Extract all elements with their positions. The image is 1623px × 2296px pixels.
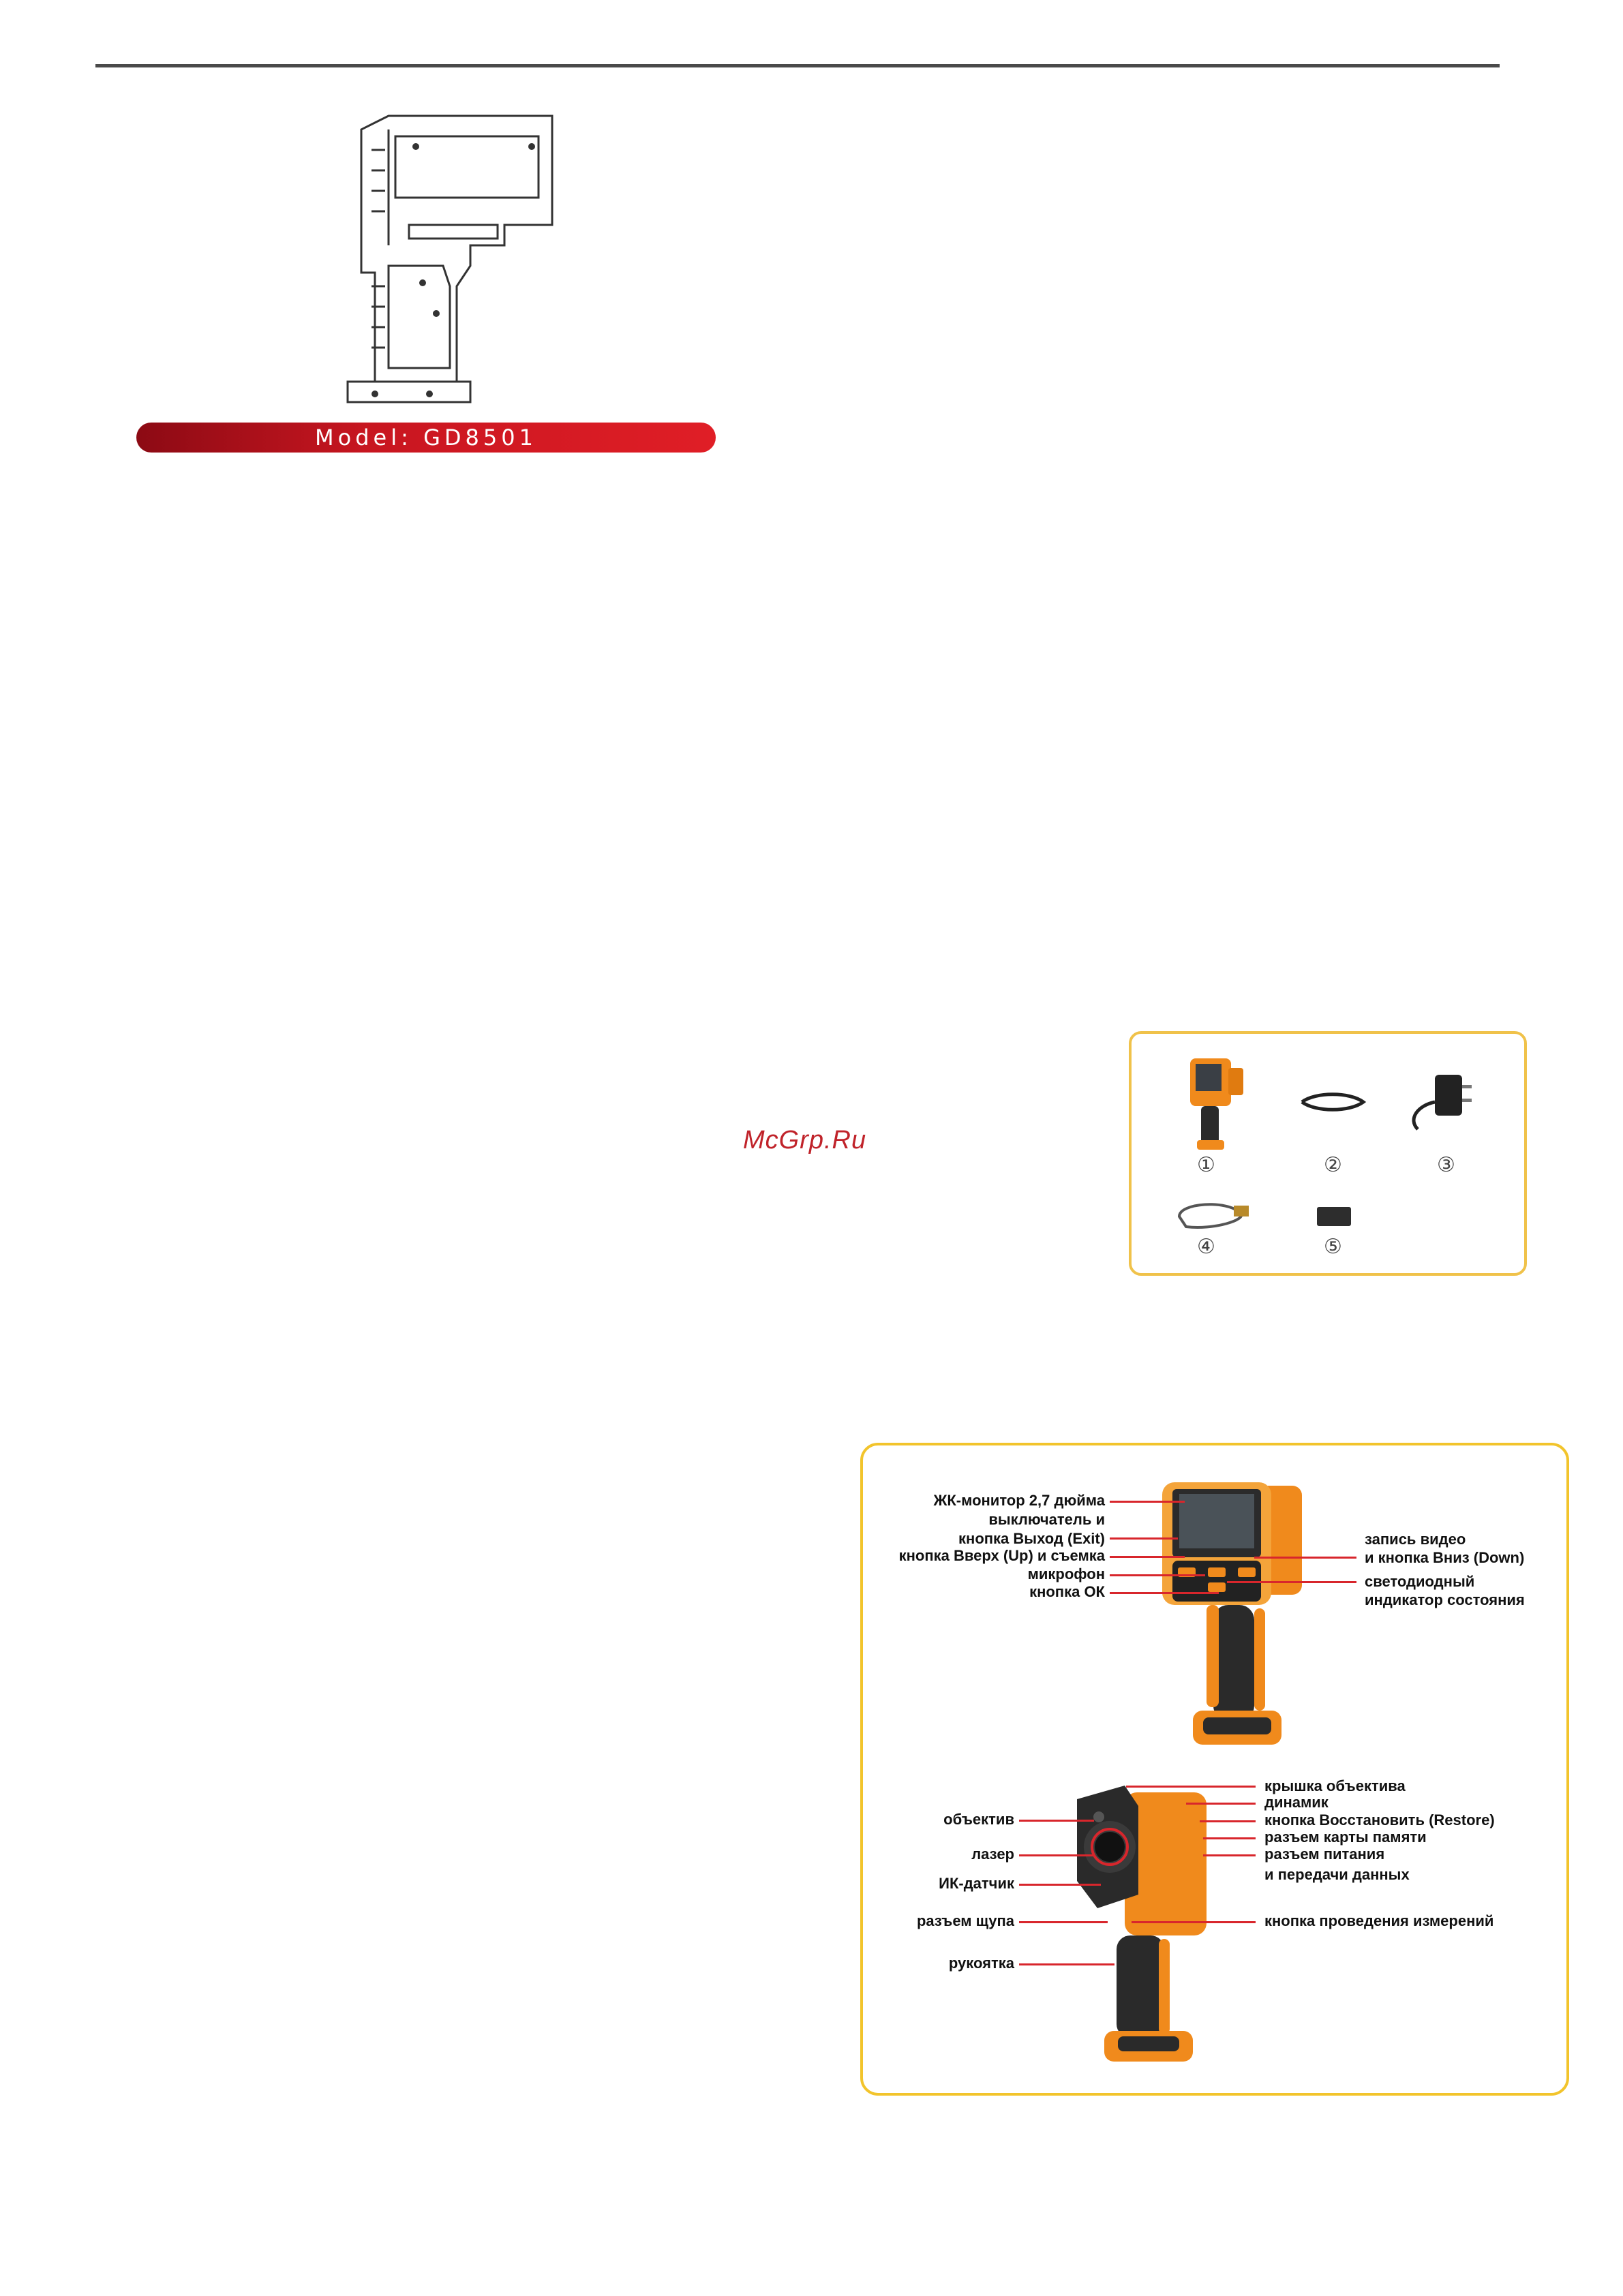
watermark: McGrp.Ru [743,1126,867,1154]
label-probe-socket: разъем щупа [916,1912,1014,1929]
kit-contents-box [1129,1031,1527,1276]
label-up-button: кнопка Вверх (Up) и съемка [898,1547,1105,1564]
label-status-indicator: индикатор состояния [1365,1591,1525,1608]
label-laser: лазер [971,1846,1014,1863]
label-down-button: и кнопка Вниз (Down) [1365,1549,1525,1566]
label-power-switch: выключатель и [988,1511,1105,1528]
label-data-port: и передачи данных [1264,1866,1410,1883]
leader-line [1019,1884,1101,1886]
top-rule [95,64,1500,67]
kit-camera-image [1186,1054,1247,1153]
label-speaker: динамик [1264,1794,1329,1811]
label-memory-card-slot: разъем карты памяти [1264,1828,1427,1846]
leader-line [1019,1921,1108,1923]
label-ir-sensor: ИК-датчик [939,1875,1014,1892]
leader-line [1254,1557,1356,1559]
leader-line [1019,1854,1094,1856]
leader-line [1110,1537,1178,1540]
kit-probe-image [1172,1196,1254,1237]
label-led-indicator: светодиодный [1365,1573,1475,1590]
label-lens: объектив [943,1811,1014,1828]
label-exit-button: кнопка Выход (Exit) [958,1530,1105,1547]
leader-line [1110,1574,1205,1576]
label-ok-button: кнопка ОК [1029,1583,1105,1600]
leader-line [1203,1837,1256,1839]
kit-item-number: ① [1197,1153,1215,1177]
leader-line [1110,1592,1219,1594]
leader-line [1110,1556,1185,1558]
leader-line [1019,1820,1094,1822]
leader-line [1019,1963,1114,1965]
leader-line [1110,1501,1185,1503]
leader-line [1132,1921,1256,1923]
leader-line [1186,1803,1256,1805]
kit-power-adapter-image [1404,1068,1479,1136]
leader-line [1227,1581,1356,1583]
leader-line [1203,1854,1256,1856]
label-measure-button: кнопка проведения измерений [1264,1912,1494,1929]
model-banner: Model: GD8501 [136,423,716,453]
kit-item-number: ② [1324,1153,1342,1177]
label-video-record: запись видео [1365,1531,1466,1548]
device-line-drawing [334,109,566,409]
label-lcd-monitor: ЖК-монитор 2,7 дюйма [933,1492,1105,1509]
label-lens-cover: крышка объектива [1264,1777,1406,1794]
label-microphone: микрофон [1027,1565,1105,1582]
leader-line [1200,1820,1256,1822]
kit-memory-card-image [1314,1204,1355,1229]
label-power-port: разъем питания [1264,1846,1385,1863]
kit-item-number: ④ [1197,1235,1215,1259]
kit-item-number: ⑤ [1324,1235,1342,1259]
kit-usb-cable-image [1295,1088,1370,1116]
device-back-image [1070,1779,1220,2072]
leader-line [1126,1786,1256,1788]
label-handle: рукоятка [948,1955,1014,1972]
label-restore-button: кнопка Восстановить (Restore) [1264,1811,1495,1828]
kit-item-number: ③ [1437,1153,1455,1177]
device-front-image [1152,1465,1329,1758]
